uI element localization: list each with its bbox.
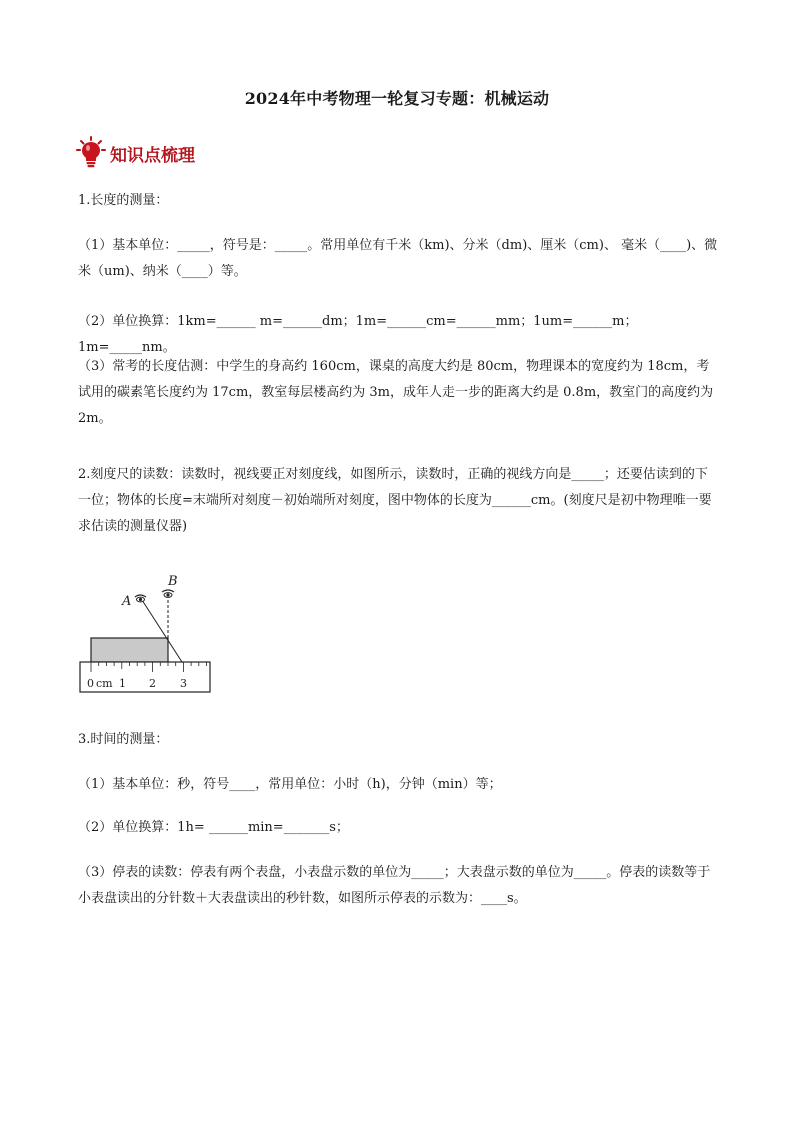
section1-paragraph-2: （2）单位换算：1km=______ m=______dm；1m=______cm=______mm；1um=______m；1m=_____nm。 xyxy=(78,314,638,355)
ruler-figure xyxy=(76,570,216,698)
section-header xyxy=(76,136,195,170)
lightbulb-icon xyxy=(76,136,106,170)
label-a: A xyxy=(122,594,132,609)
tick-label-unit: cm xyxy=(96,677,113,690)
section3-heading: 3.时间的测量： xyxy=(78,732,169,747)
section-title: 知识点梳理 xyxy=(110,145,195,166)
measured-object xyxy=(91,638,168,662)
eye-a-icon xyxy=(135,595,146,602)
tick-label-2: 2 xyxy=(149,677,156,690)
section3-paragraph-1: （1）基本单位：秒，符号____，常用单位：小时（h)，分钟（min）等； xyxy=(78,777,502,792)
label-b: B xyxy=(168,574,178,589)
section1-heading: 1.长度的测量： xyxy=(78,193,169,208)
section2-paragraph: 2.刻度尺的读数：读数时，视线要正对刻度线，如图所示，读数时，正确的视线方向是_____；还要估读到的下一位；物体的长度=末端所对刻度－初始端所对刻度，图中物体的长度为______cm。(刻度尺是初中物理唯一要求估读的测量仪器) xyxy=(78,467,712,534)
tick-label-1: 1 xyxy=(119,677,126,690)
tick-label-3: 3 xyxy=(180,677,187,690)
page-title: 2024年中考物理一轮复习专题：机械运动 xyxy=(244,89,550,108)
eye-b-icon xyxy=(162,590,174,597)
section3-paragraph-2: （2）单位换算：1h= ______min=_______s； xyxy=(78,820,349,835)
tick-label-0: 0 xyxy=(87,677,94,690)
section1-paragraph-1: （1）基本单位：_____，符号是：_____。常用单位有千米（km)、分米（dm)、厘米（cm)、 毫米（____)、微米（um)、纳米（____）等。 xyxy=(78,238,718,279)
section3-paragraph-3: （3）停表的读数：停表有两个表盘，小表盘示数的单位为_____；大表盘示数的单位为_____。停表的读数等于小表盘读出的分针数＋大表盘读出的秒针数，如图所示停表的示数为：____s。 xyxy=(78,865,711,906)
section1-paragraph-3: （3）常考的长度估测：中学生的身高约 160cm，课桌的高度大约是 80cm，物理课本的宽度约为 18cm，考试用的碳素笔长度约为 17cm，教室每层楼高约为 3m，成年人走一步的距离大约是 0.8m，教室门的高度约为 2m。 xyxy=(78,359,714,426)
